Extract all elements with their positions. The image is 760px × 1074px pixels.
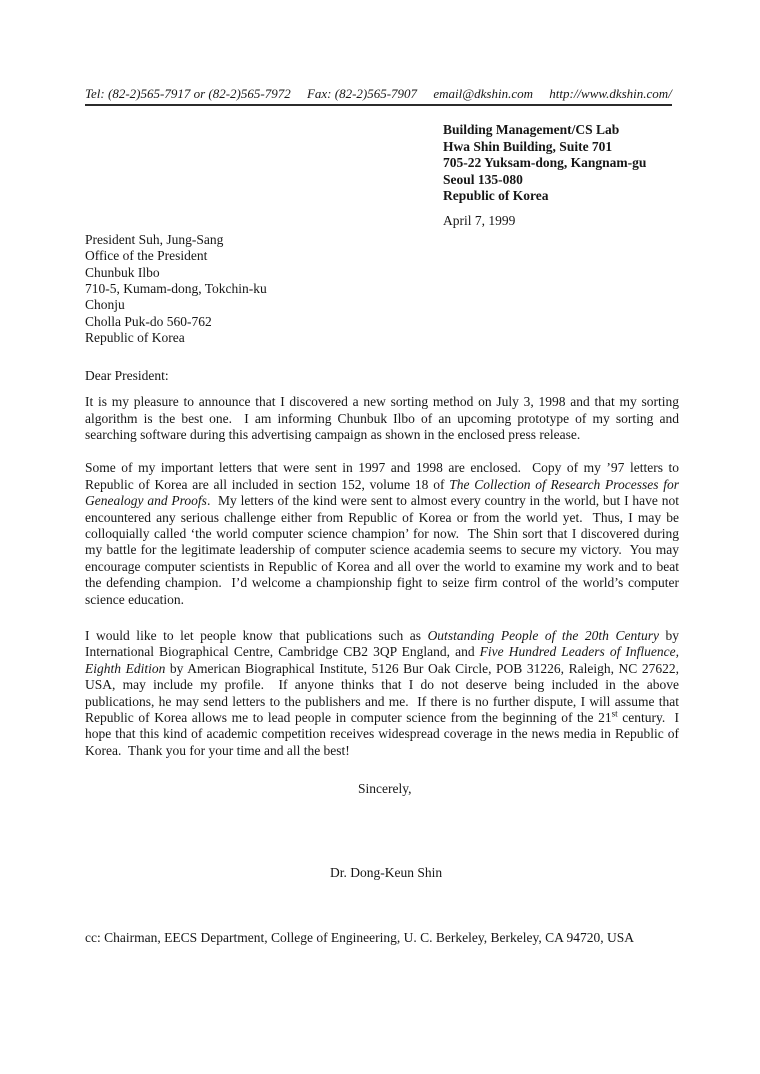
salutation: Dear President: (85, 367, 169, 383)
superscript-text: st (611, 708, 618, 719)
address-line: Chunbuk Ilbo (85, 264, 160, 280)
italic-text-run: Five Hundred Leaders of Influence, Eighth Edition (85, 644, 679, 676)
text-run: . My letters of the kind were sent to almost every country in the world, but I have not encountered any serious challenge either from Republic of Korea or from the world yet. Thus, I may be colloquially called ‘the world computer science champion’ for now. The Shin sort that I discovered during my battle for the legitimate leadership of computer science academia seems to secure my victory. You may encourage computer scientists in Republic of Korea and all over the world to examine my work and to beat the defending champion. I’d welcome a championship fight to seize firm control of the world’s computer science education. (85, 493, 679, 607)
letter-paragraph (85, 628, 679, 759)
sender-address-block (443, 122, 679, 204)
letter-paragraph (85, 394, 679, 443)
address-line: Republic of Korea (85, 330, 185, 346)
address-line: Republic of Korea (443, 188, 549, 204)
closing: Sincerely, (358, 781, 412, 797)
letter-date: April 7, 1999 (443, 213, 516, 229)
address-line: Seoul 135-080 (443, 171, 523, 187)
text-run: by American Biographical Institute, 5126 Bur Oak Circle, POB 31226, Raleigh, NC 27622, USA, may include my profile. If anyone thinks that I do not deserve being included in the above publications, he may send letters to the publishers and me. If there is no further dispute, I will assume that Republic of Korea allows me to lead people in computer science from the beginning of the 21 (85, 660, 680, 725)
letter-body (85, 394, 679, 759)
address-line: Office of the President (85, 248, 208, 264)
address-line: Cholla Puk-do 560-762 (85, 313, 212, 329)
text-run: Some of my important letters that were sent in 1997 and 1998 are enclosed. Copy of my ’97 letters to Republic of Korea are all included in section 152, volume 18 of (85, 460, 679, 492)
italic-text-run: Outstanding People of the 20th Century (427, 627, 659, 643)
fax-number: Fax: (82-2)565-7907 (306, 86, 418, 101)
text-run: century. I hope that this kind of academic competition receives widespread coverage in the news media in Republic of Korea. Thank you for your time and all the best! (85, 710, 680, 758)
italic-text-run: The Collection of Research Processes for Genealogy and Proofs (85, 476, 679, 509)
address-line: Hwa Shin Building, Suite 701 (443, 138, 613, 154)
address-line: Chonju (85, 297, 125, 313)
address-line: President Suh, Jung-Sang (85, 231, 224, 247)
address-line: Building Management/CS Lab (443, 122, 620, 138)
letterhead-contact-line (85, 86, 672, 106)
text-run: It is my pleasure to announce that I discovered a new sorting method on July 3, 1998 and that my sorting algorithm is the best one. I am informing Chunbuk Ilbo of an upcoming prototype of my sorting and searching software during this advertising campaign as shown in the enclosed press release. (85, 394, 679, 442)
tel-numbers: Tel: (82-2)565-7917 or (82-2)565-7972 (85, 86, 291, 101)
website-url: http://www.dkshin.com/ (549, 86, 672, 101)
email-address: email@dkshin.com (433, 86, 534, 101)
cc-line: cc: Chairman, EECS Department, College of Engineering, U. C. Berkeley, Berkeley, CA 94720, USA (85, 930, 635, 946)
address-line: 710-5, Kumam-dong, Tokchin-ku (85, 281, 267, 297)
address-line: 705-22 Yuksam-dong, Kangnam-gu (443, 155, 647, 171)
recipient-address-block (85, 232, 679, 347)
letter-content (85, 86, 679, 946)
signature-name: Dr. Dong-Keun Shin (330, 864, 443, 880)
letter-paragraph (85, 460, 679, 608)
text-run: by International Biographical Centre, Cambridge CB2 3QP England, and (85, 627, 679, 660)
text-run: I would like to let people know that publications such as (85, 627, 428, 643)
